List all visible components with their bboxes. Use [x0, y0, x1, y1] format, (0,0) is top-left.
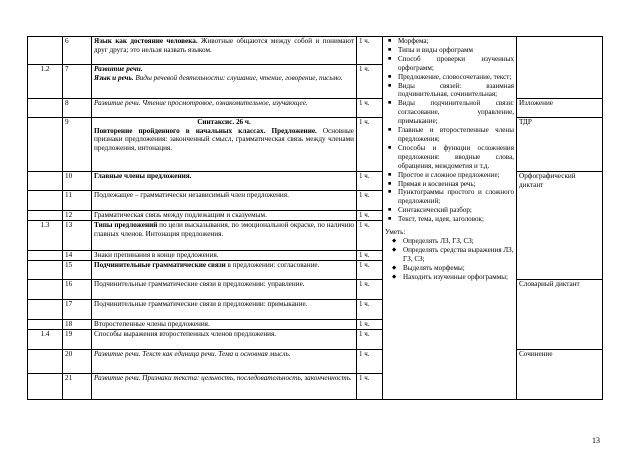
table-row	[28, 172, 603, 191]
control-cell: Орфографический диктант	[517, 172, 603, 280]
section-title: Синтаксис. 26 ч.	[197, 118, 251, 126]
list-item: ■ Прямая и косвенная речь;	[398, 180, 514, 189]
topic-bold: Подчинительные грамматические связи	[94, 261, 226, 269]
lesson-hours: 1 ч.	[357, 221, 383, 251]
table-row	[28, 280, 603, 300]
section-cell: 1.2	[28, 65, 63, 99]
lesson-hours: 1 ч.	[357, 280, 383, 300]
lesson-number: 11	[63, 191, 92, 211]
lesson-topic	[92, 37, 357, 65]
topic-text: по цели высказывания, по эмоциональной окраске, по наличию главных членов. Интонация предложения.	[94, 221, 355, 238]
lesson-number: 13	[63, 221, 92, 251]
lesson-hours: 1 ч.	[357, 99, 383, 118]
section-cell	[28, 251, 63, 261]
list-item: ■ Простое и сложное предложение;	[398, 171, 514, 180]
skills-list	[385, 237, 514, 282]
table-row	[28, 118, 603, 172]
lesson-topic	[92, 118, 357, 172]
topic-text: в предложении: согласование.	[225, 261, 320, 269]
lesson-hours: 1 ч.	[357, 191, 383, 211]
topic-text: Виды речевой деятельности: слушание, чтение, говорение, письмо.	[133, 73, 343, 82]
lesson-topic: Развитие речи. Чтение просмотровое, ознакомительное, изучающее.	[92, 99, 357, 118]
lesson-topic: Развитие речи. Текст как единица речи. Тема и основная мысль.	[92, 350, 357, 374]
section-cell	[28, 280, 63, 300]
lesson-hours: 1 ч.	[357, 350, 383, 374]
section-cell: 1.4	[28, 330, 63, 350]
section-cell	[28, 118, 63, 172]
lesson-hours: 1 ч.	[357, 65, 383, 99]
lesson-topic	[92, 65, 357, 99]
lesson-number: 15	[63, 261, 92, 280]
topic-bold: Повторение пройденного в начальных классах. Предложение.	[94, 126, 317, 135]
list-item: ◆ Определять средства выражения ЛЗ, ГЗ, СЗ;	[403, 246, 514, 264]
table-row	[28, 99, 603, 118]
list-item: ■ Текст, тема, идея, заголовок;	[398, 215, 514, 224]
lesson-topic: Развитие речи. Признаки текста: цельность, последовательность, законченность.	[92, 374, 357, 400]
lesson-hours: 1 ч.	[357, 172, 383, 191]
section-cell	[28, 191, 63, 211]
lesson-hours: 1 ч.	[357, 211, 383, 221]
curriculum-table	[27, 36, 603, 400]
list-item: ◆ Определять ЛЗ, ГЗ, СЗ;	[403, 237, 514, 246]
lesson-hours: 1 ч.	[357, 374, 383, 400]
lesson-number: 21	[63, 374, 92, 400]
lesson-hours: 1 ч.	[357, 37, 383, 65]
know-list	[385, 37, 514, 224]
section-cell	[28, 172, 63, 191]
lesson-number: 17	[63, 300, 92, 320]
lesson-topic: Главные члены предложения.	[92, 172, 357, 191]
section-cell	[28, 300, 63, 320]
section-cell	[28, 261, 63, 280]
section-cell	[28, 99, 63, 118]
skills-heading: Уметь:	[385, 228, 406, 237]
lesson-number: 20	[63, 350, 92, 374]
topic-bold: Язык как достояние человека.	[94, 37, 198, 45]
lesson-number: 9	[63, 118, 92, 172]
list-item: ■ Способ проверки изученных орфограмм;	[398, 55, 514, 73]
lesson-number: 18	[63, 320, 92, 330]
list-item: ■ Предложение, словосочетание, текст;	[398, 73, 514, 82]
section-cell	[28, 211, 63, 221]
lesson-topic: Способы выражения второстепенных членов предложения.	[92, 330, 357, 350]
list-item: ■ Виды связей: взаимная подчинительная, сочинительная;	[398, 82, 514, 100]
topic-text: Основные признаки предложения: законченный смысл, грамматическая связь между членами предложения, интонация.	[94, 126, 354, 152]
lesson-topic	[92, 261, 357, 280]
table-row	[28, 350, 603, 374]
lesson-hours: 1 ч.	[357, 118, 383, 172]
control-cell: Изложение	[517, 99, 603, 118]
lesson-hours: 1 ч.	[357, 261, 383, 280]
topic-bold: Развитие речи.	[94, 65, 143, 73]
lesson-topic: Знаки препинания в конце предложения.	[92, 251, 357, 261]
list-item: ■ Виды подчинительной связи: согласование, управление, примыкание;	[398, 99, 514, 126]
list-item: ◆ Выделять морфемы;	[403, 264, 514, 273]
topic-bold: Типы предложений	[94, 221, 158, 229]
list-item: ■ Способы и функции осложнения предложения: вводные слова, обращения, междометия и т.д.	[398, 144, 514, 171]
control-cell: ТДР	[517, 118, 603, 172]
control-cell: Сочинение	[517, 350, 603, 400]
section-cell	[28, 350, 63, 374]
lesson-topic: Подчинительные грамматические связи в предложении: примыкание.	[92, 300, 357, 320]
lesson-hours: 1 ч.	[357, 300, 383, 320]
section-cell	[28, 37, 63, 65]
lesson-topic	[92, 221, 357, 251]
list-item: ■ Главные и второстепенные члены предложения;	[398, 126, 514, 144]
lesson-number: 19	[63, 330, 92, 350]
section-cell: 1.3	[28, 221, 63, 251]
topic-bold: Язык и речь.	[94, 73, 134, 82]
list-item: ■ Морфема;	[398, 37, 514, 46]
control-cell	[517, 37, 603, 99]
section-cell	[28, 320, 63, 330]
lesson-number: 7	[63, 65, 92, 99]
lesson-topic: Подлежащее – грамматически независимый член предложения.	[92, 191, 357, 211]
list-item: ◆ Находить изученные орфограммы;	[403, 273, 514, 282]
lesson-topic: Грамматическая связь между подлежащим и сказуемым.	[92, 211, 357, 221]
lesson-topic: Второстепенные члены предложения.	[92, 320, 357, 330]
lesson-hours: 1 ч.	[357, 330, 383, 350]
lesson-number: 16	[63, 280, 92, 300]
list-item: ■ Синтаксический разбор;	[398, 206, 514, 215]
topic-text: Животные общаются между собой и понимают друг друга; это нельзя назвать языком.	[94, 37, 354, 54]
list-item: ■ Пунктограммы простого и сложного предложений;	[398, 188, 514, 206]
lesson-hours: 1 ч.	[357, 251, 383, 261]
table-row	[28, 37, 603, 65]
page-number: 13	[592, 436, 600, 445]
lesson-number: 8	[63, 99, 92, 118]
lesson-number: 12	[63, 211, 92, 221]
list-item: ■ Типы и виды орфограмм	[398, 46, 514, 55]
control-cell: Словарный диктант	[517, 280, 603, 350]
lesson-number: 14	[63, 251, 92, 261]
lesson-number: 10	[63, 172, 92, 191]
lesson-hours: 1 ч.	[357, 320, 383, 330]
lesson-topic: Подчинительные грамматические связи в предложении: управление.	[92, 280, 357, 300]
section-cell	[28, 374, 63, 400]
requirements-cell	[383, 37, 517, 400]
lesson-number: 6	[63, 37, 92, 65]
